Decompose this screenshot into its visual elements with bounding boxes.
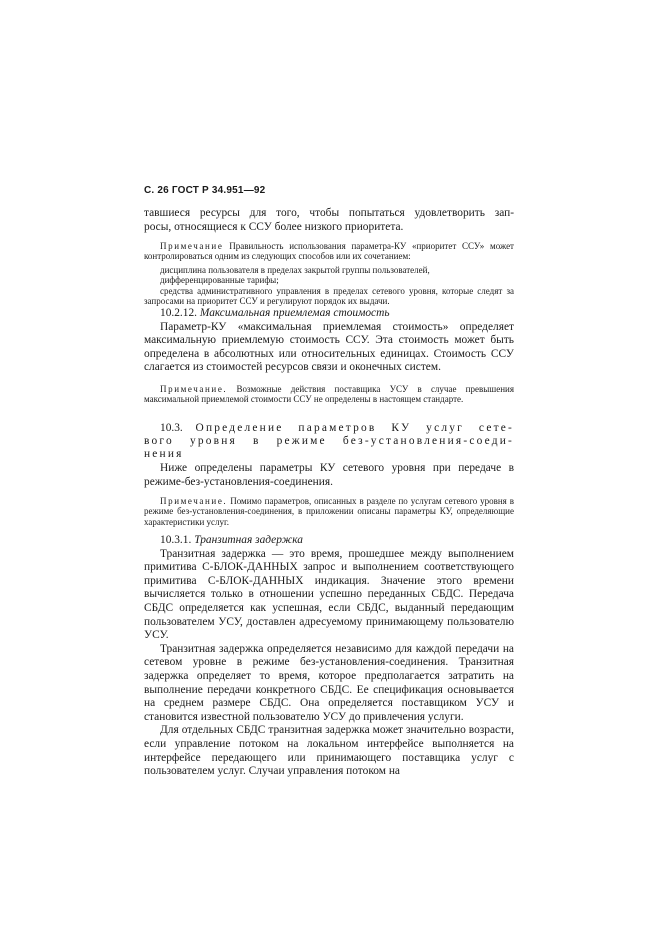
paragraph-2: Транзитная задержка определяется независимо для каждой передачи на сетевом уровне в режиме без-установления-соединения. Транзитная задержка определяет то время, которое предполагается затратить на выполнение передачи конкретного СБДС. Ее спецификация основывается на среднем размере СБДС. Она определяется поставщиком УСУ и становится известной пользователю УСУ до привлечения услуги. [144,642,514,723]
note-cost [144,384,514,405]
note-parameters [144,496,514,527]
section-10-3-text [144,462,514,489]
note-label: Примечание [160,241,224,251]
section-title-line-3: нения [144,448,184,460]
section-10-3-1 [144,534,514,779]
note-priority [144,241,514,306]
section-title: Максимальная приемлемая стоимость [199,307,390,319]
section-title-line-1: Определение параметров КУ услуг сете- [195,422,514,434]
section-text: Ниже определены параметры КУ сетевого уровня при передаче в режиме-без-установления-соединения. [144,462,514,488]
note-item-1b: дифференцированные тарифы; [160,275,279,286]
note-text: Правильность использования параметра-КУ «приоритет ССУ» может контролироваться одним из следующих способов или их сочетанием: [144,241,514,262]
paragraph-3: Для отдельных СБДС транзитная задержка может значительно возрасти, если управление потоком на локальном интерфейсе выполняется на интерфейсе передающего или принимающего поставщика услуг с пользователем услуг. Случаи управления потоком на [144,724,514,778]
note-label: Примечание. [160,496,228,506]
note-text: Помимо параметров, описанных в разделе по услугам сетевого уровня в режиме без-установления-соединения, в приложении описаны параметры КУ, определяющие характеристики услуг. [144,496,514,527]
intro-line-1: тавшиеся ресурсы для того, чтобы попытаться удовлетворить зап- [144,207,514,219]
section-text: Параметр-КУ «максимальная приемлемая стоимость» определяет максимальную приемлемую стоимость ССУ. Эта стоимость может быть определена в абсолютных или относительных единицах. Стоимость ССУ слагается из стоимостей ресурсов связи и оконечных систем. [144,320,514,374]
page-header: С. 26 ГОСТ Р 34.951—92 [144,185,266,196]
section-10-2-12 [144,307,514,375]
section-title: Транзитная задержка [194,534,303,546]
section-number: 10.3.1. [160,534,192,546]
intro-line-2: росы, относящиеся к ССУ более низкого приоритета. [144,220,404,233]
note-label: Примечание. [160,384,228,394]
section-number: 10.2.12. [160,307,198,319]
section-title-line-2: вого уровня в режиме без-установления-соеди- [144,435,514,447]
intro-paragraph [144,207,514,234]
note-item-2: средства административного управления в пределах сетевого уровня, которые следят за запросами на приоритет ССУ и регулируют порядок их выдачи. [144,285,514,307]
note-text: Возможные действия поставщика УСУ в случае превышения максимальной приемлемой стоимости ССУ не определены в настоящем стандарте. [144,384,514,405]
section-number: 10.3. [160,422,183,434]
note-item-1: дисциплина пользователя в пределах закрытой группы пользователей, [160,264,430,275]
paragraph-1: Транзитная задержка — это время, прошедшее между выполнением примитива С-БЛОК-ДАННЫХ запрос и выполнением соответствующего примитива С-БЛОК-ДАННЫХ индикация. Значение этого времени вычисляется только в отношении успешно переданных СБДС. Передача СБДС определяется как успешная, если СБДС, выданный передающим пользователем УСУ, доставлен адресуемому принимающему пользователю УСУ. [144,547,514,642]
section-10-3-heading [144,422,514,461]
